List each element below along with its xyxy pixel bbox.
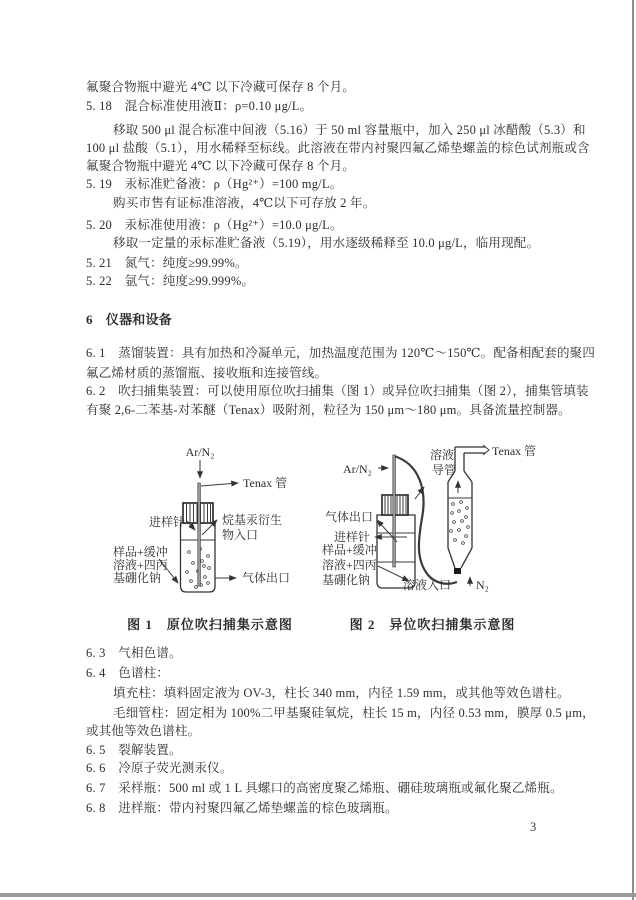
fig1-tenax-label: Tenax 管 — [243, 476, 288, 490]
text-line: 移取一定量的汞标准贮备液（5.19），用水逐级稀释至 10.0 μg/L，临用现配。 — [113, 236, 540, 250]
text-line: 氟聚合物瓶中避光 4℃ 以下冷藏可保存 8 个月。 — [86, 80, 355, 94]
scan-bottom-edge — [0, 893, 636, 897]
fig1-needle-label: 进样针 — [148, 515, 185, 529]
text-line: 6. 1 蒸馏装置：具有加热和冷凝单元，加热温度范围为 120℃～150℃。配备相配套的聚四 — [86, 346, 596, 360]
text-line: 6. 5 裂解装置。 — [86, 743, 182, 757]
figure2-diagram — [320, 436, 555, 612]
text-line: 100 μl 盐酸（5.1），用水稀释至标线。此溶液在带内衬聚四氟乙烯垫螺盖的棕色试剂瓶或含 — [86, 141, 590, 155]
text-line: 6. 2 吹扫捕集装置：可以使用原位吹扫捕集（图 1）或异位吹扫捕集（图 2），捕集管填装 — [86, 384, 589, 398]
fig1-sample-label-1: 样品+缓冲 — [113, 545, 168, 559]
text-line: 购买市售有证标准溶液，4℃以下可存放 2 年。 — [113, 196, 376, 210]
scan-right-edge — [632, 0, 634, 900]
fig1-sample-label-2: 溶液+四丙 — [113, 558, 168, 572]
fig1-tenax-arrow — [201, 483, 238, 486]
fig2-conduit-label-2: 导管 — [432, 463, 457, 477]
fig1-deriv-label-1: 烷基汞衍生 — [222, 513, 283, 527]
fig1-deriv-label-2: 物入口 — [222, 528, 259, 542]
page-number: 3 — [530, 820, 537, 834]
fig2-sample-label-3: 基硼化钠 — [322, 573, 371, 587]
fig2-tenax-label: Tenax 管 — [492, 444, 537, 458]
section-heading: 6 仪器和设备 — [86, 312, 172, 327]
text-line: 氟聚合物瓶中避光 4℃ 以下冷藏可保存 8 个月。 — [86, 159, 355, 173]
text-line: 氟乙烯材质的蒸馏瓶、接收瓶和连接管线。 — [86, 366, 328, 380]
figure1-diagram — [105, 440, 315, 612]
fig1-gas-label: Ar/N₂ — [185, 445, 215, 459]
text-line: 或其他等效色谱柱。 — [86, 724, 201, 738]
fig2-needle — [393, 455, 396, 567]
text-line: 移取 500 μl 混合标准中间液（5.16）于 50 ml 容量瓶中，加入 250 μl 冰醋酸（5.3）和 — [113, 123, 586, 137]
figure2-caption: 图 2 异位吹扫捕集示意图 — [349, 617, 516, 632]
fig2-gas-label: Ar/N₂ — [343, 462, 372, 476]
text-line: 6. 4 色谱柱： — [86, 666, 170, 680]
fig2-n2-label: N₂ — [476, 578, 489, 592]
text-line: 6. 3 气相色谱。 — [86, 646, 182, 660]
fig2-outlet-label: 气体出口 — [324, 510, 373, 524]
text-line: 6. 6 冷原子荧光测汞仪。 — [86, 761, 233, 775]
fig2-column-tip — [454, 568, 461, 574]
text-line: 有聚 2,6-二苯基-对苯醚（Tenax）吸附剂，粒径为 150 μm～180 μm。具备流量控制器。 — [86, 403, 571, 417]
text-line: 填充柱：填料固定液为 OV-3，柱长 340 mm，内径 1.59 mm，或其他等效色谱柱。 — [113, 686, 570, 700]
text-line: 5. 20 汞标准使用液：ρ（Hg²⁺）=10.0 μg/L。 — [86, 218, 343, 232]
text-line: 5. 18 混合标准使用液Ⅱ：ρ=0.10 μg/L。 — [86, 99, 313, 113]
text-line: 6. 7 采样瓶：500 ml 或 1 L 具螺口的高密度聚乙烯瓶、硼硅玻璃瓶或氟化聚乙烯瓶。 — [86, 781, 563, 795]
fig1-sample-label-3: 基硼化钠 — [113, 571, 162, 585]
figure1-caption: 图 1 原位吹扫捕集示意图 — [127, 617, 293, 632]
text-line: 毛细管柱：固定相为 100%二甲基聚硅氧烷，柱长 15 m，内径 0.53 mm，膜厚 0.5 μm， — [113, 706, 595, 720]
text-line: 5. 22 氩气：纯度≥99.999%。 — [86, 274, 255, 288]
text-line: 5. 21 氮气：纯度≥99.99%。 — [86, 256, 248, 270]
fig2-sample-label-2: 溶液+四丙 — [322, 558, 377, 572]
fig2-needle-label: 进样针 — [333, 530, 370, 544]
fig1-needle — [198, 483, 201, 586]
fig2-sample-label-1: 样品+缓冲 — [322, 543, 377, 557]
fig1-outlet-label: 气体出口 — [242, 571, 291, 585]
text-line: 6. 8 进样瓶：带内衬聚四氟乙烯垫螺盖的棕色玻璃瓶。 — [86, 801, 398, 815]
fig2-conduit-label-1: 溶液 — [430, 448, 455, 462]
text-line: 5. 19 汞标准贮备液：ρ（Hg²⁺）=100 mg/L。 — [86, 177, 343, 191]
fig2-inlet-label: 溶液入口 — [402, 578, 451, 592]
